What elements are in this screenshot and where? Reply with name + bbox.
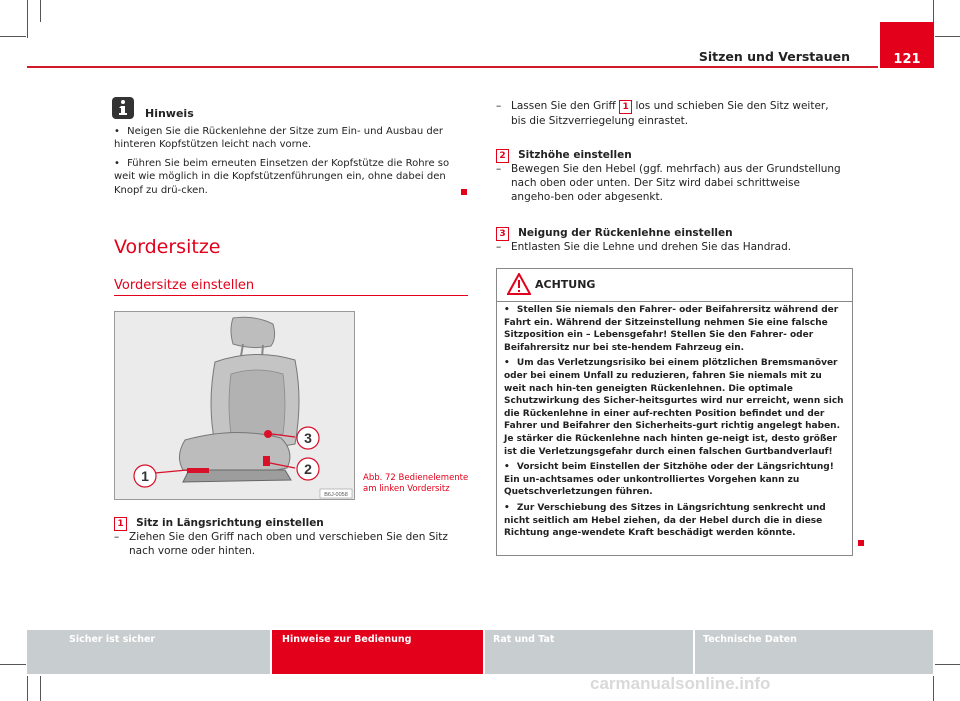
warning-item xyxy=(504,304,846,354)
crop-mark xyxy=(0,36,26,37)
seat-illustration xyxy=(115,312,354,499)
note-item-1 xyxy=(114,125,468,152)
crop-mark xyxy=(40,0,41,22)
warning-item xyxy=(504,461,846,499)
step-1-text xyxy=(114,530,464,558)
dash: – xyxy=(496,241,502,253)
warning-box xyxy=(496,268,853,556)
bullet: • xyxy=(114,158,120,169)
end-marker xyxy=(461,189,467,195)
step-text: Entlasten Sie die Lehne und drehen Sie das Handrad. xyxy=(511,241,792,253)
step-text: Ziehen Sie den Griff nach oben und verschieben Sie den Sitz nach vorne oder hinten. xyxy=(129,531,448,557)
step-text: los und schieben Sie den Sitz weiter, bis die Sitzverriegelung einrastet. xyxy=(511,100,829,127)
ref-badge: 1 xyxy=(619,100,632,114)
warning-triangle-icon xyxy=(507,273,531,295)
crop-mark xyxy=(27,676,28,701)
step-number-badge: 1 xyxy=(114,517,127,531)
crop-mark xyxy=(0,664,26,665)
note-item-2 xyxy=(114,157,460,197)
warning-item xyxy=(504,502,846,540)
step-number-badge: 2 xyxy=(496,149,509,163)
step-text: Bewegen Sie den Hebel (ggf. mehrfach) aus der Grundstellung nach oben oder unten. Der Sitz wird dabei schrittweise angeho-ben oder abgesenkt. xyxy=(511,163,841,203)
section-subtitle: Vordersitze einstellen xyxy=(114,278,255,293)
note-info-icon xyxy=(112,97,134,119)
step-3-text xyxy=(496,240,846,254)
seat-figure xyxy=(114,311,355,500)
fig-lever-2 xyxy=(263,456,270,466)
crop-mark xyxy=(935,664,960,665)
step-3-heading xyxy=(496,221,733,241)
fig-handle-1 xyxy=(187,468,209,473)
watermark: carmanualsonline.info xyxy=(590,674,771,693)
step-number-badge: 3 xyxy=(496,227,509,241)
bullet: • xyxy=(504,502,510,513)
step-1-heading xyxy=(114,511,324,531)
figure-caption xyxy=(363,473,468,495)
crop-mark xyxy=(933,676,934,701)
fig-label-3: 3 xyxy=(304,430,312,446)
caption-line: Abb. 72 Bedienelemente xyxy=(363,473,469,483)
section-title: Vordersitze xyxy=(114,236,221,258)
caption-line: am linken Vordersitz xyxy=(363,484,450,494)
header-rule xyxy=(27,66,878,68)
footer-tab-technik[interactable]: Technische Daten xyxy=(695,630,933,674)
crop-mark xyxy=(27,0,28,38)
note-text: Führen Sie beim erneuten Einsetzen der Kopfstütze die Rohre so weit wie möglich in die Kopfstützenführungen ein, ohne dabei den Knopf zu drü-cken. xyxy=(114,158,450,196)
fig-label-1: 1 xyxy=(141,468,149,484)
step-1b-text xyxy=(496,99,846,128)
bullet: • xyxy=(504,305,510,315)
note-title: Hinweis xyxy=(145,107,194,120)
warning-text: Stellen Sie niemals den Fahrer- oder Beifahrersitz während der Fahrt ein. Während der Sitzeinstellung nehmen Sie eine falsche Sitzposition ein – Lebensgefahr! Stellen Sie den Fahrer- oder Beifahrersitz nur bei ste-hendem Fahrzeug ein. xyxy=(504,305,839,353)
figure-code: B6J-0058 xyxy=(324,492,348,498)
footer-tab-sicher[interactable]: Sicher ist sicher xyxy=(27,630,270,674)
step-title: Neigung der Rückenlehne einstellen xyxy=(518,227,733,239)
bullet: • xyxy=(504,358,510,369)
subtitle-rule xyxy=(114,295,468,296)
step-title: Sitzhöhe einstellen xyxy=(518,149,632,161)
crop-mark xyxy=(935,36,960,37)
step-2-text xyxy=(496,162,846,204)
running-header-title: Sitzen und Verstauen xyxy=(698,49,850,64)
fig-wheel-3 xyxy=(264,430,272,438)
warning-item xyxy=(504,357,846,458)
warning-items xyxy=(504,304,846,540)
page-number: 121 xyxy=(880,22,934,68)
dash: – xyxy=(114,531,120,543)
footer-tab-bedienung[interactable]: Hinweise zur Bedienung xyxy=(272,630,483,674)
warning-title: ACHTUNG xyxy=(535,278,596,291)
end-marker xyxy=(858,540,864,546)
warning-text: Vorsicht beim Einstellen der Sitzhöhe oder der Längsrichtung! Ein un-achtsames oder unkontrolliertes Vorgehen kann zu Quetschverletzungen führen. xyxy=(504,462,834,498)
footer-tab-rat[interactable]: Rat und Tat xyxy=(485,630,693,674)
warning-header xyxy=(497,269,852,302)
warning-text: Zur Verschiebung des Sitzes in Längsrichtung senkrecht und nicht seitlich am Hebel ziehen, da der Hebel durch die in diese Richtung ange-wendete Kraft beschädigt werden könnte. xyxy=(504,502,826,539)
dash: – xyxy=(496,163,502,175)
dash: – xyxy=(496,100,502,112)
step-title: Sitz in Längsrichtung einstellen xyxy=(136,517,324,529)
crop-mark xyxy=(40,676,41,701)
bullet: • xyxy=(114,126,120,137)
fig-label-2: 2 xyxy=(304,461,312,477)
warning-text: Um das Verletzungsrisiko bei einem plötzlichen Bremsmanöver oder bei einem Unfall zu reduzieren, fahren Sie niemals mit zu weit nach hin-ten geneigten Rückenlehnen. Die optimale Schutzwirkung des Sicher-heitsgurtes wird nur erreicht, wenn sich die Rückenlehne in einer auf-rechten Position befindet und der Fahrer und Beifahrer den Sicherheits-gurt richtig angelegt haben. Je stärker die Rückenlehne nach hinten ge-neigt ist, desto größer ist die Verletzungsgefahr durch einen falschen Gurtbandverlauf! xyxy=(504,358,844,457)
bullet: • xyxy=(504,462,510,473)
note-text: Neigen Sie die Rückenlehne der Sitze zum Ein- und Ausbau der hinteren Kopfstützen leicht nach vorne. xyxy=(114,126,443,151)
step-2-heading xyxy=(496,143,632,163)
step-text: Lassen Sie den Griff xyxy=(511,100,616,112)
